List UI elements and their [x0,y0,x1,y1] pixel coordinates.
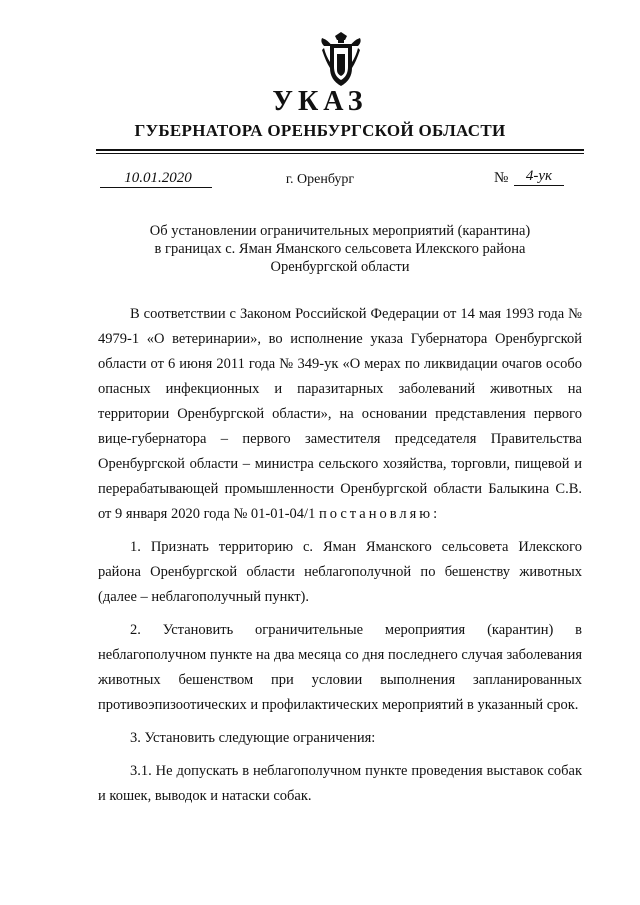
decree-number: 4-ук [514,168,564,186]
decree-date: 10.01.2020 [100,170,212,188]
intro-text: В соответствии с Законом Российской Федерации от 14 мая 1993 года № 4979-1 «О ветеринарии», во исполнение указа Губернатора Оренбургской области от 6 июня 2011 года № 349-ук «О мерах по ликвидации очагов особо опасных инфекционных и паразитарных заболеваний животных на территории Оренбургской области», на основании представления первого вице-губернатора – первого заместителя председателя Правительства Оренбургской области – министра сельского хозяйства, торговли, пищевой и перерабатывающей промышленности Оренбургской области Балыкина С.В. от 9 января 2020 года № 01-01-04/1 [98,306,582,522]
header-divider-thin [96,153,584,154]
document-subtitle: ГУБЕРНАТОРА ОРЕНБУРГСКОЙ ОБЛАСТИ [134,121,506,140]
item-3-paragraph: 3. Установить следующие ограничения: [130,730,376,746]
decree-word: постановляю: [318,506,441,522]
number-sign: № [494,170,509,186]
item-1-paragraph: 1. Признать территорию с. Яман Яманского сельсовета Илекского района Оренбургской области неблагополучной по бешенству животных (далее – неблагополучный пункт). [98,539,582,605]
decree-heading [120,222,560,276]
heading-line: Об установлении ограничительных мероприятий (карантина) [149,223,531,239]
decree-body [98,302,582,817]
document-title: УКАЗ [272,86,368,117]
heading-line: в границах с. Яман Яманского сельсовета Илекского района [154,241,526,257]
intro-paragraph [98,302,582,527]
item-2-paragraph: 2. Установить ограничительные мероприятия (карантин) в неблагополучном пункте на два месяца со дня последнего случая заболевания животных бешенством при условии выполнения запланированных противоэпизоотических и профилактических мероприятий в указанный срок. [98,622,582,713]
coat-of-arms-emblem [318,32,364,88]
decree-city: г. Оренбург [285,172,355,187]
header-divider-thick [96,149,584,151]
heading-line: Оренбургской области [270,259,410,275]
item-3-1-paragraph: 3.1. Не допускать в неблагополучном пункте проведения выставок собак и кошек, выводок и натаски собак. [98,763,582,804]
